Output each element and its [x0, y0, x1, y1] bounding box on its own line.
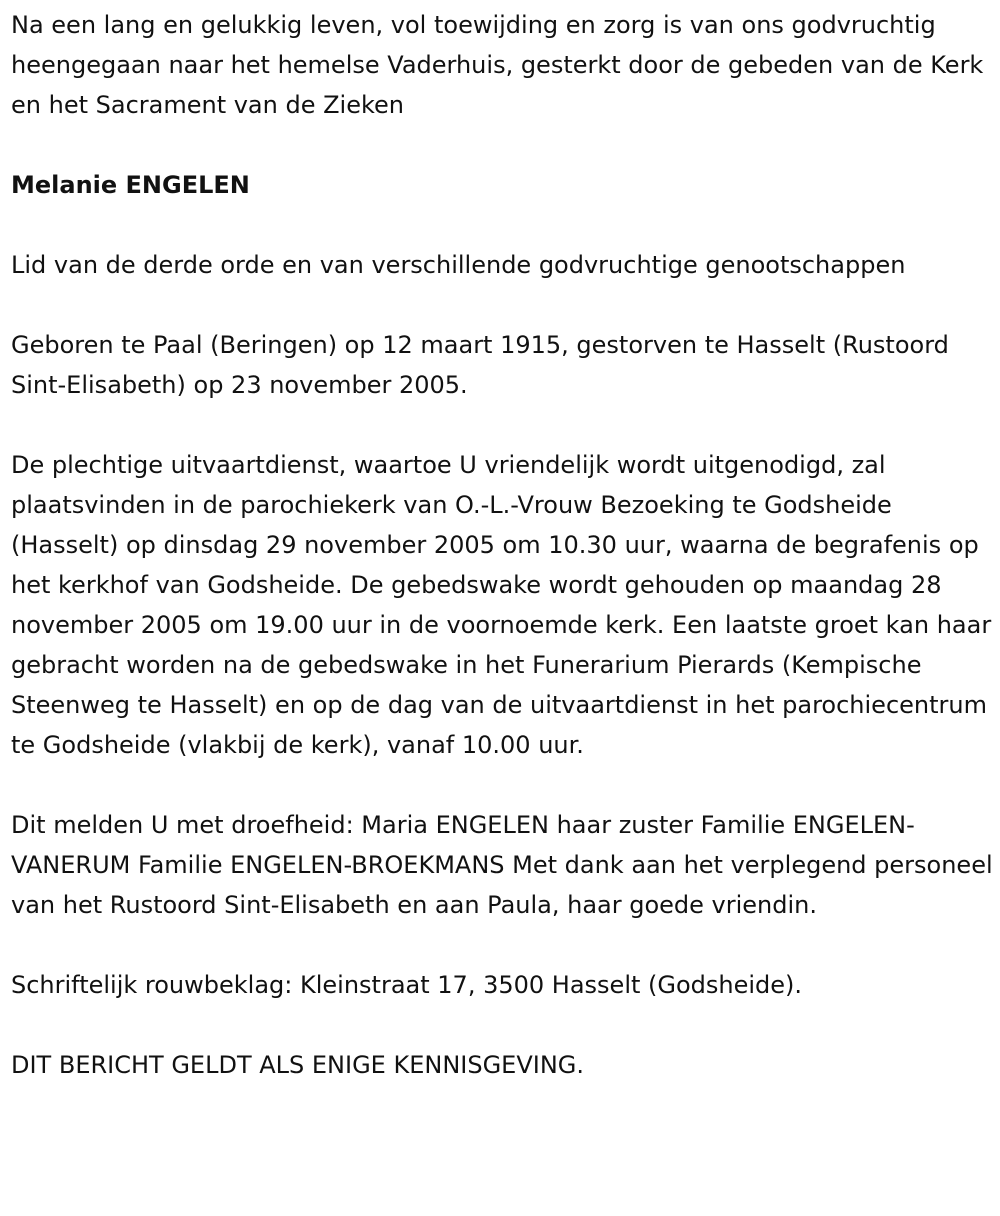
- birth-death-paragraph: Geboren te Paal (Beringen) op 12 maart 1915, gestorven te Hasselt (Rustoord Sint-Elisabeth) op 23 november 2005.: [11, 331, 949, 399]
- announcers-paragraph: Dit melden U met droefheid: Maria ENGELEN haar zuster Familie ENGELEN-VANERUM Familie ENGELEN-BROEKMANS Met dank aan het verplegend personeel van het Rustoord Sint-Elisabeth en aan Paula, haar goede vriendin.: [11, 811, 993, 919]
- membership-paragraph: Lid van de derde orde en van verschillende godvruchtige genootschappen: [11, 251, 906, 279]
- condolence-paragraph: Schriftelijk rouwbeklag: Kleinstraat 17, 3500 Hasselt (Godsheide).: [11, 971, 803, 999]
- deceased-name: Melanie ENGELEN: [11, 171, 250, 199]
- notice-paragraph: DIT BERICHT GELDT ALS ENIGE KENNISGEVING.: [11, 1051, 585, 1079]
- intro-paragraph: Na een lang en gelukkig leven, vol toewijding en zorg is van ons godvruchtig heengegaan naar het hemelse Vaderhuis, gesterkt door de gebeden van de Kerk en het Sacrament van de Zieken: [11, 11, 984, 119]
- funeral-paragraph: De plechtige uitvaartdienst, waartoe U vriendelijk wordt uitgenodigd, zal plaatsvinden in de parochiekerk van O.-L.-Vrouw Bezoeking te Godsheide (Hasselt) op dinsdag 29 november 2005 om 10.30 uur, waarna de begrafenis op het kerkhof van Godsheide. De gebedswake wordt gehouden op maandag 28 november 2005 om 19.00 uur in de voornoemde kerk. Een laatste groet kan haar gebracht worden na de gebedswake in het Funerarium Pierards (Kempische Steenweg te Hasselt) en op de dag van de uitvaartdienst in het parochiecentrum te Godsheide (vlakbij de kerk), vanaf 10.00 uur.: [11, 451, 992, 759]
- obituary-document: [11, 5, 996, 1085]
